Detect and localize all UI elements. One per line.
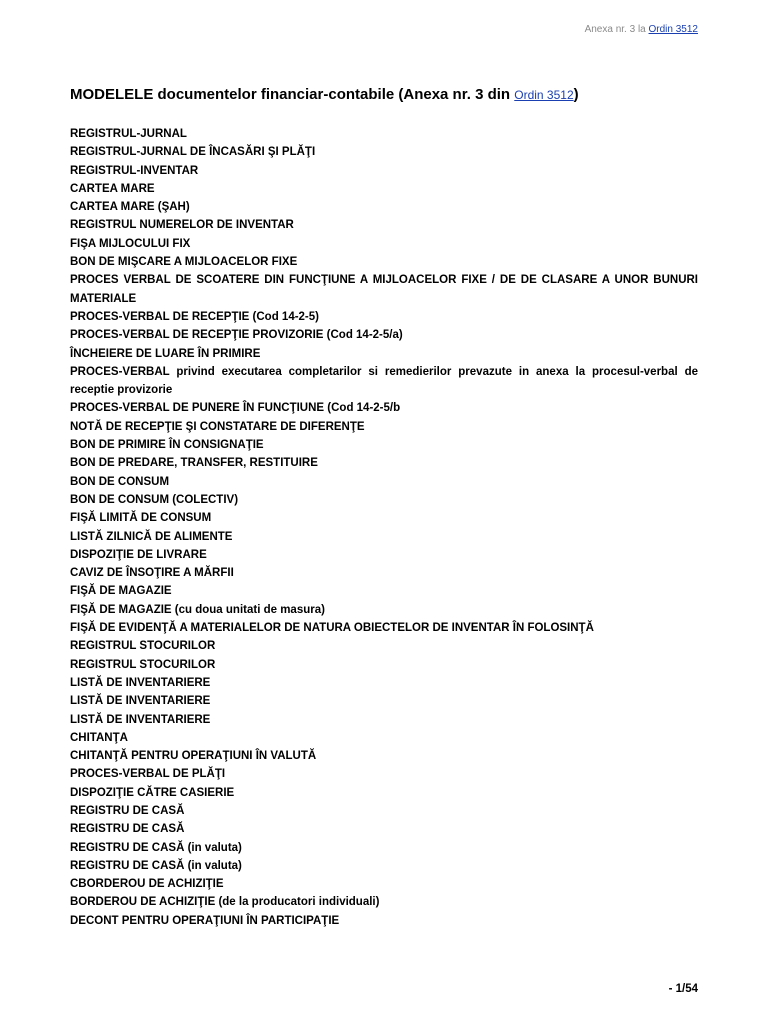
list-item: REGISTRUL STOCURILOR [70, 640, 216, 653]
list-item: DISPOZIŢIE CĂTRE CASIERIE [70, 786, 235, 799]
list-item: PROCES-VERBAL DE PUNERE ÎN FUNCŢIUNE (Cod 14-2-5/b [70, 402, 401, 415]
list-item: CBORDEROU DE ACHIZIŢIE [70, 878, 224, 891]
list-item: NOTĂ DE RECEPŢIE ŞI CONSTATARE DE DIFERENŢE [70, 420, 365, 433]
title-order-link[interactable]: Ordin 3512 [514, 88, 574, 102]
list-item: FIŞĂ LIMITĂ DE CONSUM [70, 512, 212, 525]
list-item: REGISTRU DE CASĂ [70, 823, 185, 836]
page-title-suffix: ) [573, 86, 579, 103]
list-item: FIŞĂ DE MAGAZIE [70, 585, 172, 598]
document-models-list [70, 125, 698, 930]
header-order-link[interactable]: Ordin 3512 [648, 24, 698, 35]
list-item: REGISTRU DE CASĂ (in valuta) [70, 841, 242, 854]
list-item: REGISTRUL-INVENTAR [70, 164, 199, 177]
list-item: DECONT PENTRU OPERAŢIUNI ÎN PARTICIPAŢIE [70, 914, 340, 927]
list-item: PROCES-VERBAL DE PLĂŢI [70, 768, 226, 781]
list-item: LISTĂ DE INVENTARIERE [70, 676, 211, 689]
list-item: CHITANŢA [70, 731, 128, 744]
list-item: CARTEA MARE (ŞAH) [70, 201, 190, 214]
list-item: LISTĂ DE INVENTARIERE [70, 695, 211, 708]
header-reference-prefix: Anexa nr. 3 la [584, 24, 649, 35]
list-item: PROCES-VERBAL DE RECEPŢIE (Cod 14-2-5) [70, 310, 319, 323]
page-title [70, 86, 700, 103]
list-item: CAVIZ DE ÎNSOŢIRE A MĂRFII [70, 567, 234, 580]
list-item: LISTĂ DE INVENTARIERE [70, 713, 211, 726]
list-item: LISTĂ ZILNICĂ DE ALIMENTE [70, 530, 233, 543]
list-item: BON DE CONSUM [70, 475, 170, 488]
list-item: BON DE CONSUM (COLECTIV) [70, 493, 239, 506]
list-item: REGISTRUL-JURNAL [70, 128, 187, 140]
list-item: CARTEA MARE [70, 182, 155, 195]
page-number: - 1/54 [668, 983, 698, 995]
list-item: FIŞĂ DE EVIDENŢĂ A MATERIALELOR DE NATURA OBIECTELOR DE INVENTAR ÎN FOLOSINŢĂ [70, 622, 594, 635]
list-item: DISPOZIŢIE DE LIVRARE [70, 548, 207, 561]
list-item: PROCES-VERBAL privind executarea completarilor si remedierilor prevazute in anexa la procesul-verbal de receptie provizorie [70, 365, 698, 397]
list-item: REGISTRUL NUMERELOR DE INVENTAR [70, 219, 294, 232]
list-item: PROCES-VERBAL DE RECEPŢIE PROVIZORIE (Cod 14-2-5/a) [70, 329, 403, 342]
list-item: ÎNCHEIERE DE LUARE ÎN PRIMIRE [70, 347, 261, 360]
list-item: REGISTRU DE CASĂ (in valuta) [70, 859, 242, 872]
list-item: BON DE MIŞCARE A MIJLOACELOR FIXE [70, 256, 298, 269]
list-item: BON DE PREDARE, TRANSFER, RESTITUIRE [70, 457, 318, 470]
list-item: REGISTRUL STOCURILOR [70, 658, 216, 671]
header-reference [585, 24, 698, 35]
list-item: REGISTRUL-JURNAL DE ÎNCASĂRI ŞI PLĂŢI [70, 146, 316, 159]
list-item: BORDEROU DE ACHIZIŢIE (de la producatori individuali) [70, 896, 380, 909]
list-item: PROCES VERBAL DE SCOATERE DIN FUNCŢIUNE A MIJLOACELOR FIXE / DE DE CLASARE A UNOR BUNURI MATERIALE [70, 274, 698, 305]
list-item: FIŞA MIJLOCULUI FIX [70, 237, 191, 250]
page-title-prefix: MODELELE documentelor financiar-contabile (Anexa nr. 3 din [70, 86, 515, 103]
list-item: FIŞĂ DE MAGAZIE (cu doua unitati de masura) [70, 603, 325, 616]
list-item: BON DE PRIMIRE ÎN CONSIGNAŢIE [70, 439, 264, 452]
list-item: REGISTRU DE CASĂ [70, 804, 185, 817]
list-item: CHITANŢĂ PENTRU OPERAŢIUNI ÎN VALUTĂ [70, 750, 317, 763]
